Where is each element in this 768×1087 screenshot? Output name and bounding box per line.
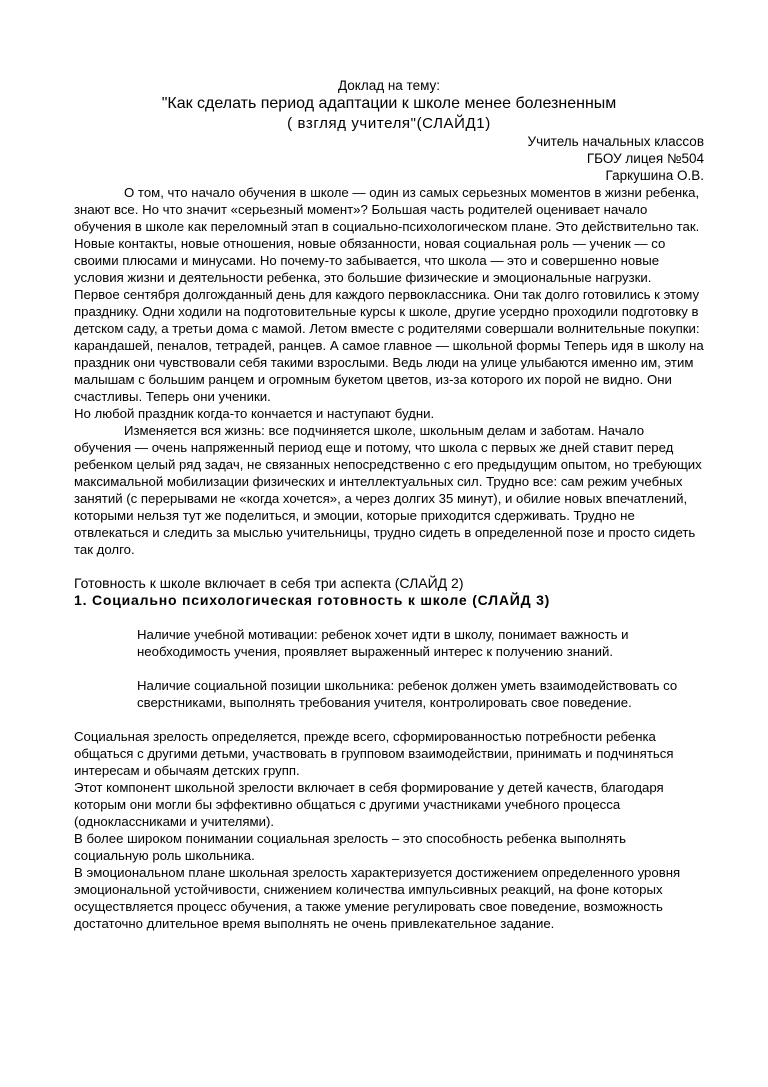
paragraph-emotional: В эмоциональном плане школьная зрелость характеризуется достижением определенного уровня эмоциональной устойчивости, снижением количества импульсивных реакций, на фоне которых осуществляется процесс обучения, а также умение регулировать свое поведение, возможность достаточно длительное время выполнять не очень привлекательное задание. — [74, 865, 681, 931]
paragraph-wider-sense: В более широком понимании социальная зрелость – это способность ребенка выполнять социальную роль школьника. — [74, 831, 626, 863]
document-page — [74, 78, 704, 932]
paragraph-intro: О том, что начало обучения в школе — один из самых серьезных моментов в жизни ребенка, знают все. Но что значит «серьезный момент»? Большая часть родителей оценивает начало обучения в школе как переломный этап в социально-психологическом плане. Это действительно так. Новые контакты, новые отношения, новые обязанности, новая социальная роль — ученик — со своими плюсами и минусами. Но почему-то забывается, что школа — это и совершенно новые условия жизни и деятельности ребенка, это большие физические и эмоциональные нагрузки. — [74, 185, 700, 285]
title-line-1: "Как сделать период адаптации к школе менее болезненным — [161, 95, 617, 112]
author-school: ГБОУ лицея №504 — [586, 151, 704, 166]
bullet-text: Наличие социальной позиции школьника: ребенок должен уметь взаимодействовать со сверстниками, выполнять требования учителя, контролировать свое поведение. — [137, 678, 678, 710]
author-name: Гаркушина О.В. — [605, 168, 704, 183]
author-position: Учитель начальных классов — [527, 134, 704, 149]
list-item — [74, 677, 704, 711]
title-line-2: ( взгляд учителя"(СЛАЙД1) — [287, 115, 491, 132]
paragraph-first-september: Первое сентября долгожданный день для каждого первоклассника. Они так долго готовились к этому празднику. Одни ходили на подготовительные курсы к школе, другие усердно проходили подготовку в детском саду, а третьи дома с мамой. Летом вместе с родителями совершали волнительные покупки: карандашей, пеналов, тетрадей, ранцев. А самое главное — школьной формы Теперь идя в школу на праздник они чувствовали себя такими взрослыми. Ведь люди на улице улыбаются именно им, этим малышам с большим ранцем и огромным букетом цветов, из-за которого их порой не видно. Они счастливы. Теперь они ученики. — [74, 287, 704, 404]
section-social-heading: 1. Социально психологическая готовность к школе (СЛАЙД 3) — [74, 592, 551, 608]
paragraph-life-changes: Изменяется вся жизнь: все подчиняется школе, школьным делам и заботам. Начало обучения — очень напряженный период еще и потому, что школа с первых же дней ставит перед ребенком целый ряд задач, не связанных непосредственно с его предыдущим опытом, но требующих максимальной мобилизации физических и интеллектуальных сил. Трудно все: сам режим учебных занятий (с перерывами не «когда хочется», а через долгих 35 минут), и обилие новых впечатлений, которыми нельзя тут же поделиться, и эмоции, которые приходится сдерживать. Трудно не отвлекаться и следить за мыслью учительницы, трудно сидеть в определенной позе и просто сидеть так долго. — [74, 423, 702, 557]
list-item — [74, 626, 704, 660]
paragraph-holiday-ends: Но любой праздник когда-то кончается и наступают будни. — [74, 406, 435, 421]
bullet-text: Наличие учебной мотивации: ребенок хочет идти в школу, понимает важность и необходимость учения, проявляет выраженный интерес к получению знаний. — [137, 627, 629, 659]
report-heading: Доклад на тему: — [337, 78, 441, 93]
paragraph-social-maturity: Социальная зрелость определяется, прежде всего, сформированностью потребности ребенка общаться с другими детьми, участвовать в групповом взаимодействии, принимать и подчиняться интересам и обычаям детских групп. — [74, 729, 674, 778]
paragraph-component: Этот компонент школьной зрелости включает в себя формирование у детей качеств, благодаря которым они могли бы эффективно общаться с другими участниками учебного процесса (одноклассниками и учителями). — [74, 780, 664, 829]
section-readiness-heading: Готовность к школе включает в себя три аспекта (СЛАЙД 2) — [74, 575, 464, 591]
